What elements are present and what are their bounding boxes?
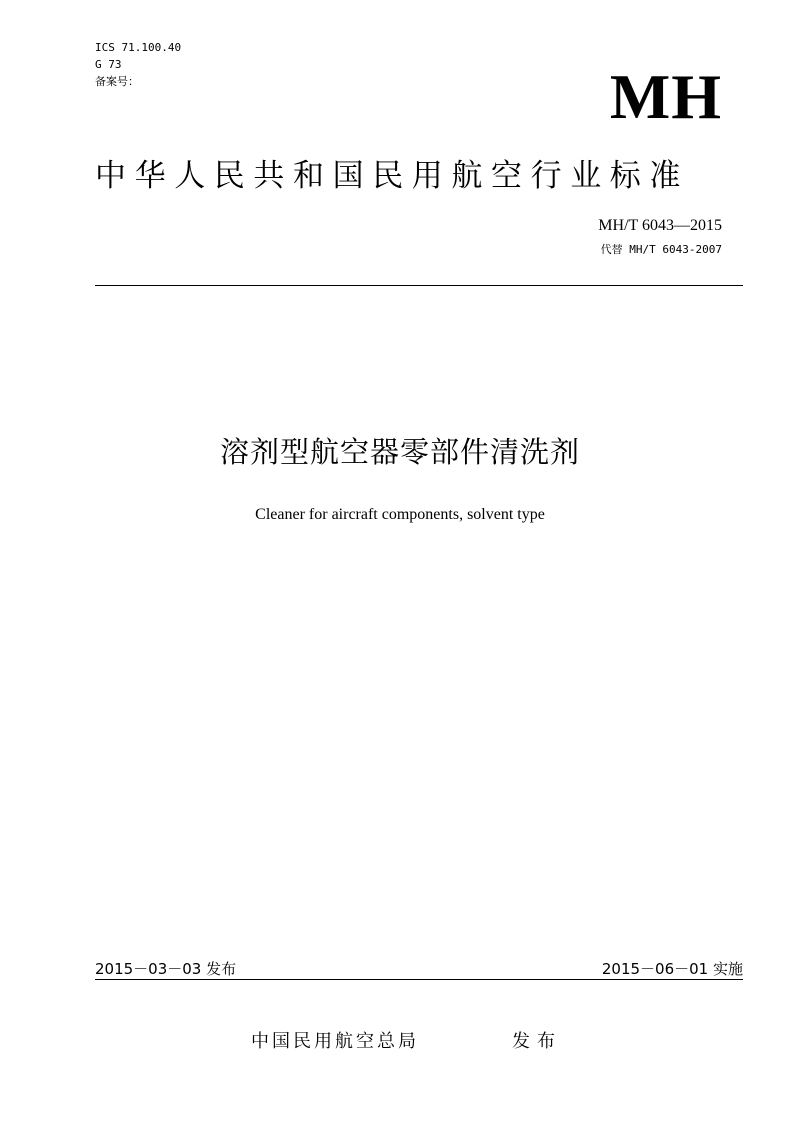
- header-divider: [95, 285, 743, 286]
- footer-divider: [95, 979, 743, 980]
- implementation-date: 2015－06－01 实施: [601, 960, 743, 978]
- document-title-chinese: 溶剂型航空器零部件清洗剂: [219, 435, 580, 469]
- standard-category-title: 中华人民共和国民用航空行业标准: [95, 158, 689, 194]
- publisher-name: 中国民用航空总局: [251, 1031, 419, 1052]
- replaces-standard: 代替 MH/T 6043-2007: [600, 243, 722, 256]
- classification-code: G 73: [95, 58, 122, 71]
- mh-logo: MH: [609, 61, 722, 132]
- record-number-label: 备案号：: [95, 75, 139, 88]
- document-title-english: Cleaner for aircraft components, solvent type: [255, 506, 545, 523]
- publish-label: 发布: [512, 1031, 562, 1052]
- standard-number: MH/T 6043—2015: [598, 217, 722, 234]
- issue-date: 2015－03－03 发布: [95, 960, 237, 978]
- ics-code: ICS 71.100.40: [95, 41, 182, 54]
